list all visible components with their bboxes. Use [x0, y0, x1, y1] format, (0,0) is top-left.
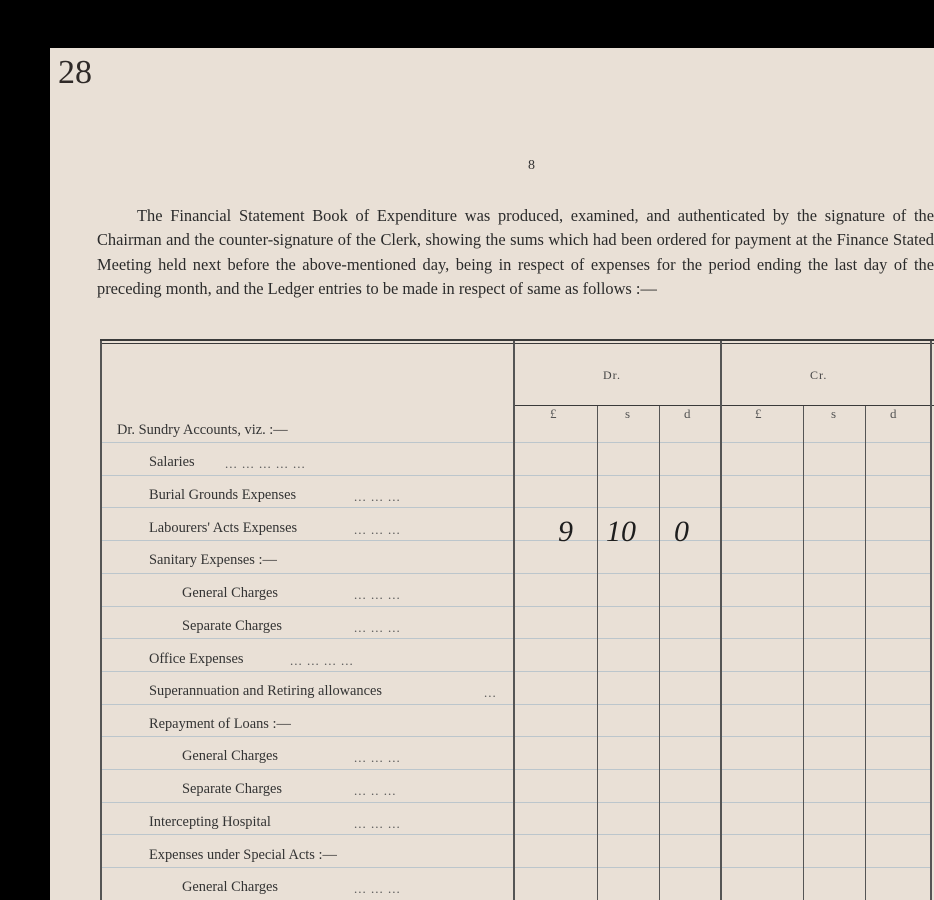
dr-shillings-pence-divider — [659, 406, 660, 900]
row-label-loans-general: General Charges — [182, 748, 279, 764]
row-label-repayment-of-loans: Repayment of Loans :— — [149, 716, 291, 732]
row-label-loans-separate: Separate Charges — [182, 781, 283, 797]
dr-column-divider — [513, 341, 515, 900]
row-leader-salaries: ... ... ... ... ... — [225, 456, 306, 471]
row-leader-special-acts-general: ... ... ... — [354, 881, 401, 896]
ruled-line — [102, 507, 932, 508]
row-label-special-acts-general: General Charges — [182, 879, 279, 895]
folio-number: 28 — [58, 54, 92, 91]
ruled-line — [102, 573, 932, 574]
table-top-rule — [100, 339, 934, 341]
row-label-labourers-acts: Labourers' Acts Expenses — [149, 520, 298, 536]
cr-pounds-unit: £ — [755, 406, 762, 421]
ruled-line — [102, 606, 932, 607]
dr-shillings-unit: s — [625, 406, 631, 421]
row-label-sundry-accounts: Dr. Sundry Accounts, viz. :— — [117, 422, 288, 438]
row-label-burial-grounds: Burial Grounds Expenses — [149, 487, 297, 503]
row-label-office-expenses: Office Expenses — [149, 651, 244, 667]
intro-paragraph: The Financial Statement Book of Expenditure was produced, examined, and authenticated by the signature of the Chairman and the counter-signature of the Clerk, showing the sums which had been ordered for payment at the Finance Stated Meeting held next before the above-mentioned day, being in respect of expenses for the period ending the last day of the preceding month, and the Ledger entries to be made in respect of same as follows :— — [97, 206, 934, 299]
dr-pence-unit: d — [684, 406, 691, 421]
row-leader-loans-general: ... ... ... — [354, 750, 401, 765]
row-leader-office-expenses: ... ... ... ... — [290, 653, 354, 668]
row-leader-loans-separate: ... .. ... — [354, 783, 397, 798]
row-label-sanitary-general: General Charges — [182, 585, 279, 601]
dr-header: Dr. — [603, 368, 621, 382]
table-left-border — [100, 341, 102, 900]
row-label-salaries: Salaries — [149, 454, 195, 470]
money-header-rule — [513, 405, 934, 406]
row-leader-superannuation: ... — [484, 685, 497, 700]
ruled-line — [102, 540, 932, 541]
cr-pence-unit: d — [890, 406, 897, 421]
row-label-sanitary-expenses: Sanitary Expenses :— — [149, 552, 277, 568]
document-page — [50, 48, 934, 900]
table-top-rule-thin — [100, 343, 934, 344]
scan-border-left — [0, 0, 50, 900]
row-leader-sanitary-general: ... ... ... — [354, 587, 401, 602]
ruled-line — [102, 704, 932, 705]
ruled-line — [102, 802, 932, 803]
cr-shillings-unit: s — [831, 406, 837, 421]
handwritten-shillings: 10 — [606, 515, 636, 548]
dr-pounds-unit: £ — [550, 406, 557, 421]
row-label-sanitary-separate: Separate Charges — [182, 618, 283, 634]
ledger-table — [50, 48, 934, 900]
cr-shillings-pence-divider — [865, 406, 866, 900]
row-leader-labourers-acts: ... ... ... — [354, 522, 401, 537]
row-label-intercepting-hospital: Intercepting Hospital — [149, 814, 271, 830]
table-right-border — [930, 341, 932, 900]
row-label-special-acts: Expenses under Special Acts :— — [149, 847, 337, 863]
handwritten-pence: 0 — [674, 515, 689, 548]
handwritten-pounds: 9 — [558, 515, 573, 548]
ruled-line — [102, 834, 932, 835]
cr-pounds-shillings-divider — [803, 406, 804, 900]
dr-pounds-shillings-divider — [597, 406, 598, 900]
scan-border-top — [0, 0, 934, 48]
ruled-line — [102, 475, 932, 476]
ruled-line — [102, 671, 932, 672]
ruled-line — [102, 638, 932, 639]
ruled-line — [102, 769, 932, 770]
page-number: 8 — [528, 158, 535, 173]
row-leader-burial-grounds: ... ... ... — [354, 489, 401, 504]
row-label-superannuation: Superannuation and Retiring allowances — [149, 683, 382, 699]
ruled-line — [102, 736, 932, 737]
cr-column-divider — [720, 341, 722, 900]
row-leader-sanitary-separate: ... ... ... — [354, 620, 401, 635]
row-leader-intercepting-hospital: ... ... ... — [354, 816, 401, 831]
ruled-line — [102, 867, 932, 868]
cr-header: Cr. — [810, 368, 828, 382]
ruled-line — [102, 442, 932, 443]
